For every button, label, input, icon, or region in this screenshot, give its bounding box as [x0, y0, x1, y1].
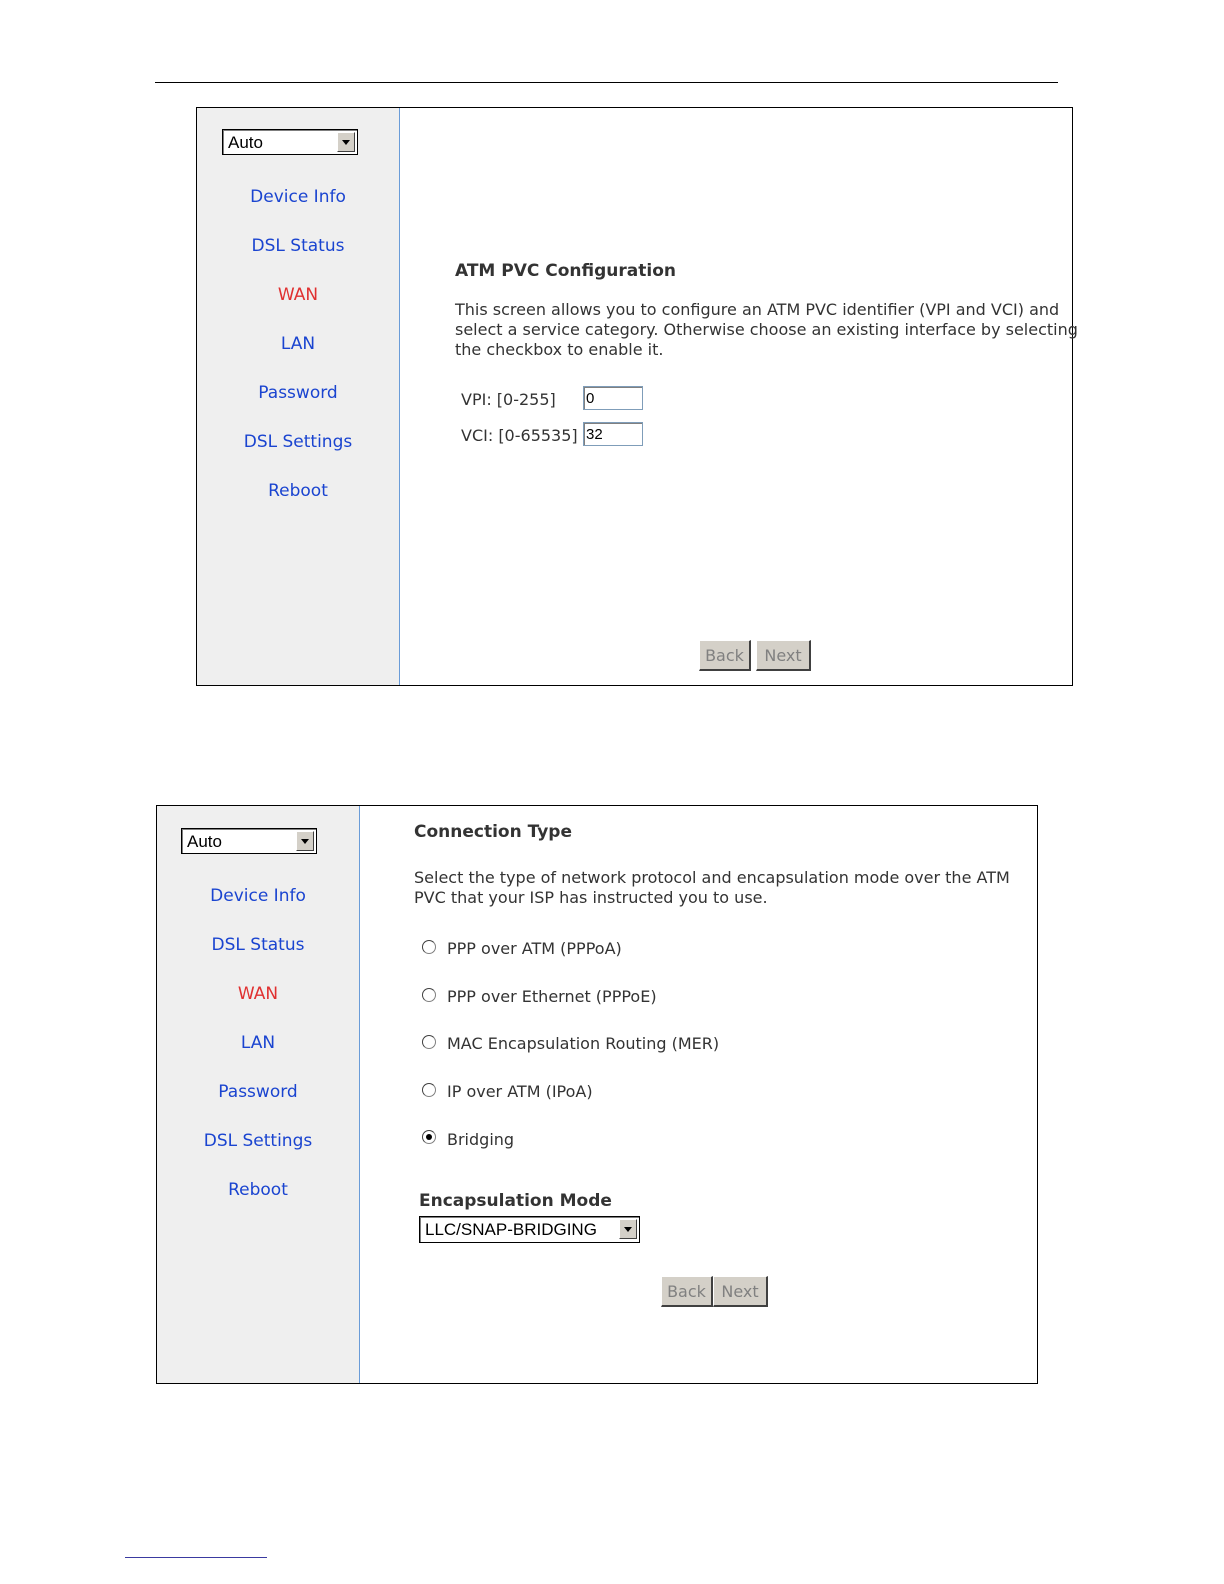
back-button[interactable]: Back: [661, 1276, 713, 1307]
option-ipoa-label: IP over ATM (IPoA): [447, 1082, 593, 1101]
sidebar-item-wan[interactable]: WAN: [237, 984, 279, 1004]
sidebar-item-lan[interactable]: LAN: [240, 1033, 276, 1053]
sidebar-item-lan[interactable]: LAN: [280, 334, 316, 354]
encapsulation-select[interactable]: [419, 1216, 640, 1243]
page-title: Connection Type: [414, 822, 572, 842]
mode-select-value: Auto: [228, 133, 263, 152]
sidebar-item-dsl-status[interactable]: DSL Status: [251, 236, 345, 256]
atm-pvc-screenshot: [196, 107, 1078, 686]
description-line: select a service category. Otherwise choose an existing interface by selecting: [455, 320, 1078, 339]
next-button[interactable]: Next: [756, 640, 811, 671]
mode-select[interactable]: [222, 129, 358, 155]
sidebar-item-wan[interactable]: WAN: [277, 285, 319, 305]
page-top-rule: [155, 82, 1058, 83]
main-content: [360, 806, 1037, 1383]
vpi-label: VPI: [0-255]: [461, 390, 556, 409]
description-line: PVC that your ISP has instructed you to use.: [414, 888, 768, 907]
mode-select[interactable]: [181, 828, 317, 854]
main-content: [400, 108, 1078, 685]
sidebar-item-password[interactable]: Password: [218, 1082, 298, 1102]
option-bridging-label: Bridging: [447, 1130, 515, 1149]
sidebar-item-password[interactable]: Password: [258, 383, 338, 403]
option-pppoe-label: PPP over Ethernet (PPPoE): [447, 987, 657, 1006]
description-line: This screen allows you to configure an ATM PVC identifier (VPI and VCI) and: [455, 300, 1060, 319]
sidebar: [157, 806, 360, 1383]
back-button[interactable]: Back: [699, 640, 751, 671]
option-pppoa-label: PPP over ATM (PPPoA): [447, 939, 622, 958]
sidebar-item-dsl-status[interactable]: DSL Status: [211, 935, 305, 955]
encapsulation-select-value: LLC/SNAP-BRIDGING: [425, 1220, 597, 1239]
radio-bridging[interactable]: [422, 1130, 436, 1144]
connection-type-screenshot: [156, 805, 1038, 1384]
footnote-rule: [125, 1557, 267, 1558]
mode-select-value: Auto: [187, 832, 222, 851]
sidebar-item-reboot[interactable]: Reboot: [228, 1180, 288, 1200]
vci-label: VCI: [0-65535]: [461, 426, 578, 445]
vci-input[interactable]: [583, 422, 643, 446]
sidebar-item-dsl-settings[interactable]: DSL Settings: [243, 432, 353, 452]
page-title: ATM PVC Configuration: [455, 261, 676, 281]
description: [455, 300, 1078, 360]
sidebar-item-device-info[interactable]: Device Info: [210, 886, 306, 906]
chevron-down-icon[interactable]: [296, 831, 314, 851]
next-button[interactable]: Next: [713, 1276, 768, 1307]
radio-pppoe[interactable]: [422, 988, 436, 1002]
radio-mer[interactable]: [422, 1035, 436, 1049]
sidebar: [197, 108, 400, 685]
radio-ipoa[interactable]: [422, 1083, 436, 1097]
description-line: the checkbox to enable it.: [455, 340, 664, 359]
vpi-input[interactable]: [583, 386, 643, 410]
option-mer-label: MAC Encapsulation Routing (MER): [447, 1034, 720, 1053]
chevron-down-icon[interactable]: [337, 132, 355, 152]
description: [414, 868, 1010, 908]
radio-pppoa[interactable]: [422, 940, 436, 954]
encapsulation-mode-label: Encapsulation Mode: [419, 1191, 612, 1211]
sidebar-item-device-info[interactable]: Device Info: [250, 187, 346, 207]
sidebar-item-dsl-settings[interactable]: DSL Settings: [203, 1131, 313, 1151]
description-line: Select the type of network protocol and encapsulation mode over the ATM: [414, 868, 1010, 887]
sidebar-item-reboot[interactable]: Reboot: [268, 481, 328, 501]
chevron-down-icon[interactable]: [619, 1219, 637, 1239]
